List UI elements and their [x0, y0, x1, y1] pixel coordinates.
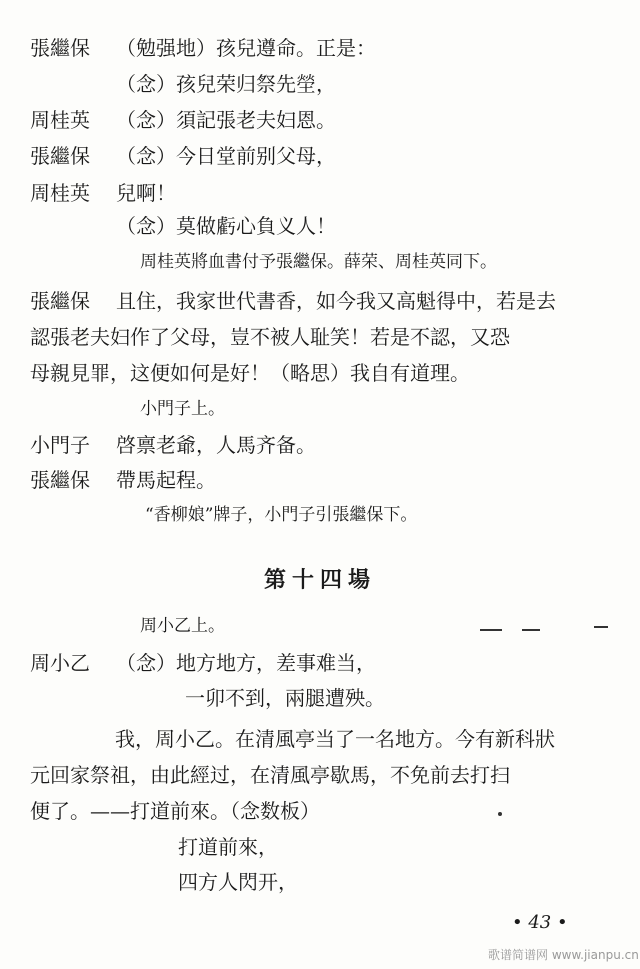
dialogue-line: 便了。——打道前來。（念数板） [30, 799, 320, 823]
dialogue-line: （念）莫做虧心負义人！ [116, 214, 336, 238]
dialogue-line: 四方人閃开， [178, 870, 298, 894]
dialogue-line: 啓禀老爺，人馬齐备。 [116, 433, 316, 457]
dialogue-line: 母親見罪，这便如何是好！（略思）我自有道理。 [30, 361, 470, 385]
dialogue-line: 認張老夫妇作了父母，豈不被人耻笑！若是不認，又恐 [30, 325, 510, 349]
speaker-label: 周小乙 [30, 651, 90, 675]
speaker-label: 周桂英 [30, 108, 90, 132]
scan-mark [522, 629, 540, 631]
watermark: 歌谱简谱网 www.jianpu.cn [488, 948, 639, 962]
scan-mark [594, 626, 608, 628]
dialogue-line: 一卯不到，兩腿遭殃。 [185, 686, 385, 710]
stage-direction: 小門子上。 [140, 399, 225, 419]
dialogue-line: 兒啊！ [116, 181, 176, 205]
speaker-label: 張繼保 [30, 144, 90, 168]
scan-mark [480, 629, 502, 631]
speaker-label: 張繼保 [30, 468, 90, 492]
dialogue-line: （念）今日堂前别父母， [116, 144, 336, 168]
page-number: • 43 • [512, 912, 568, 933]
dialogue-line: 帶馬起程。 [116, 468, 216, 492]
scan-dot [498, 812, 502, 816]
dialogue-line: （念）地方地方，差事难当， [116, 651, 376, 675]
speaker-label: 小門子 [30, 433, 90, 457]
dialogue-line: （念）須記張老夫妇恩。 [116, 108, 336, 132]
speaker-label: 周桂英 [30, 181, 90, 205]
dialogue-line: 且住，我家世代書香，如今我又高魁得中，若是去 [116, 289, 556, 313]
dialogue-line: 我，周小乙。在清風亭当了一名地方。今有新科狀 [115, 727, 555, 751]
stage-direction: 周桂英將血書付予張繼保。薛荣、周桂英同下。 [140, 252, 497, 272]
stage-direction: 周小乙上。 [140, 616, 225, 636]
stage-direction: “香柳娘”牌子，小門子引張繼保下。 [145, 505, 418, 525]
speaker-label: 張繼保 [30, 289, 90, 313]
dialogue-line: （念）孩兒荣归祭先塋， [116, 72, 336, 96]
scene-title: 第十四場 [263, 567, 376, 593]
dialogue-line: （勉强地）孩兒遵命。正是： [116, 36, 376, 60]
speaker-label: 張繼保 [30, 36, 90, 60]
dialogue-line: 打道前來， [178, 835, 278, 859]
dialogue-line: 元回家祭祖，由此經过，在清風亭歇馬，不免前去打扫 [30, 763, 510, 787]
